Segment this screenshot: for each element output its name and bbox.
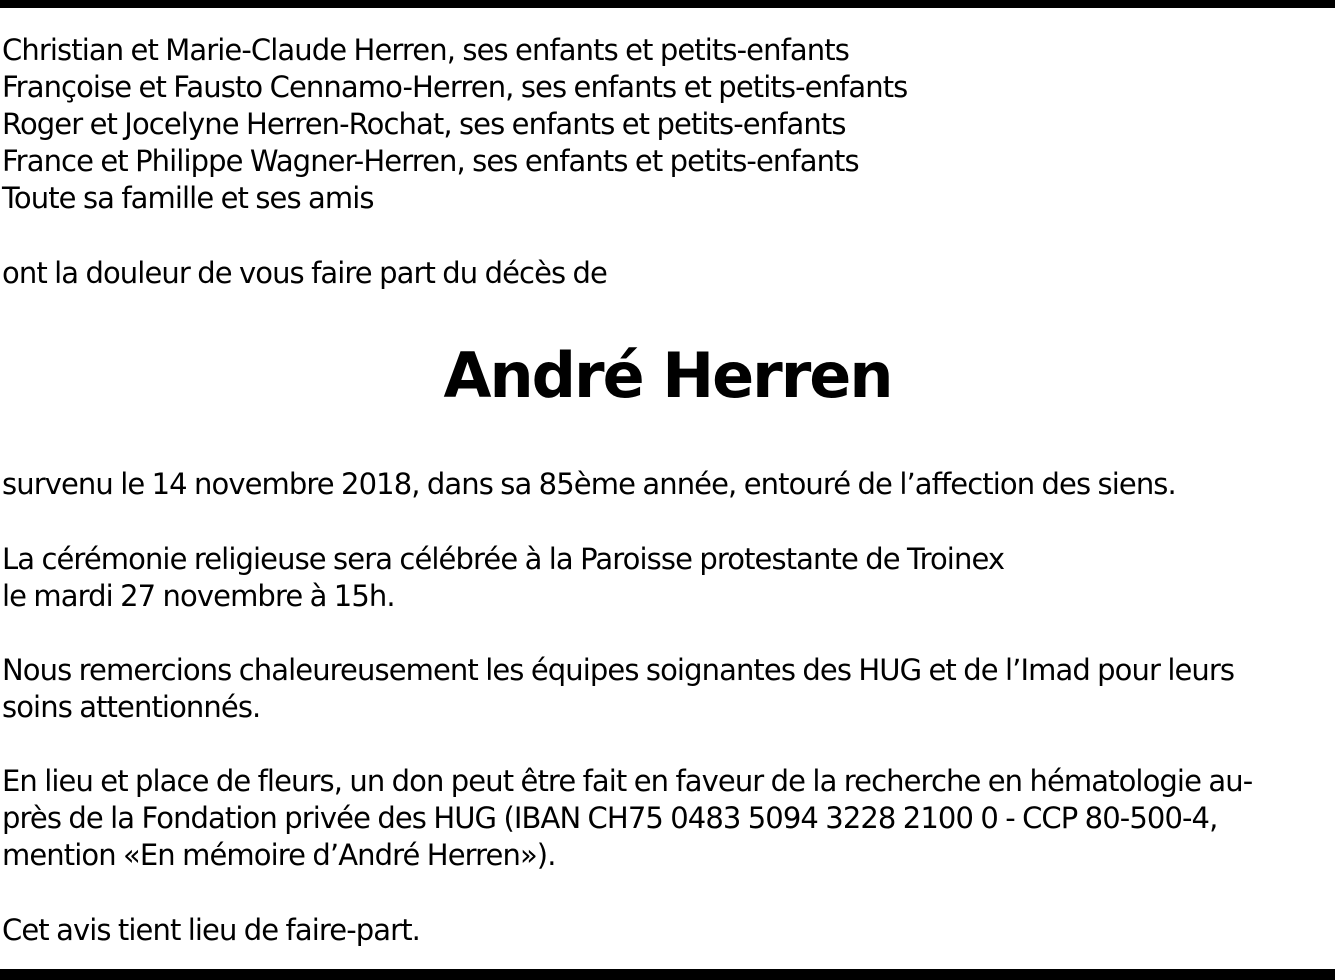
death-date-line: survenu le 14 novembre 2018, dans sa 85ème année, entouré de l’affection des siens. (2, 467, 1176, 501)
family-line: Françoise et Fausto Cennamo-Herren, ses enfants et petits-enfants (2, 70, 908, 104)
announcement-text (2, 255, 1334, 292)
bottom-border-rule (0, 969, 1335, 980)
family-line: Roger et Jocelyne Herren-Rochat, ses enfants et petits-enfants (2, 107, 846, 141)
family-line: Christian et Marie-Claude Herren, ses enfants et petits-enfants (2, 33, 849, 67)
ceremony-line: La cérémonie religieuse sera célébrée à la Paroisse protestante de Troinex (2, 542, 1005, 576)
thanks-line: Nous remercions chaleureusement les équipes soignantes des HUG et de l’Imad pour leurs (2, 653, 1235, 687)
death-date-paragraph (2, 466, 1334, 503)
closing-paragraph (2, 912, 1334, 949)
ceremony-paragraph (2, 541, 1334, 615)
ceremony-line: le mardi 27 novembre à 15h. (2, 579, 395, 613)
donation-paragraph (2, 763, 1334, 874)
top-border-rule (0, 0, 1335, 8)
thanks-line: soins attentionnés. (2, 690, 261, 724)
family-line: France et Philippe Wagner-Herren, ses enfants et petits-enfants (2, 144, 859, 178)
donation-line: près de la Fondation privée des HUG (IBAN CH75 0483 5094 3228 2100 0 - CCP 80-500-4, (2, 801, 1218, 835)
family-line: Toute sa famille et ses amis (2, 181, 374, 215)
donation-line: mention «En mémoire d’André Herren»). (2, 838, 556, 872)
thanks-paragraph (2, 652, 1334, 726)
family-list (2, 32, 1334, 217)
announcement-line: ont la douleur de vous faire part du décès de (2, 256, 607, 290)
donation-line: En lieu et place de fleurs, un don peut être fait en faveur de la recherche en hématologie au- (2, 764, 1253, 798)
closing-line: Cet avis tient lieu de faire-part. (2, 913, 420, 947)
deceased-name-heading: André Herren (443, 339, 892, 412)
